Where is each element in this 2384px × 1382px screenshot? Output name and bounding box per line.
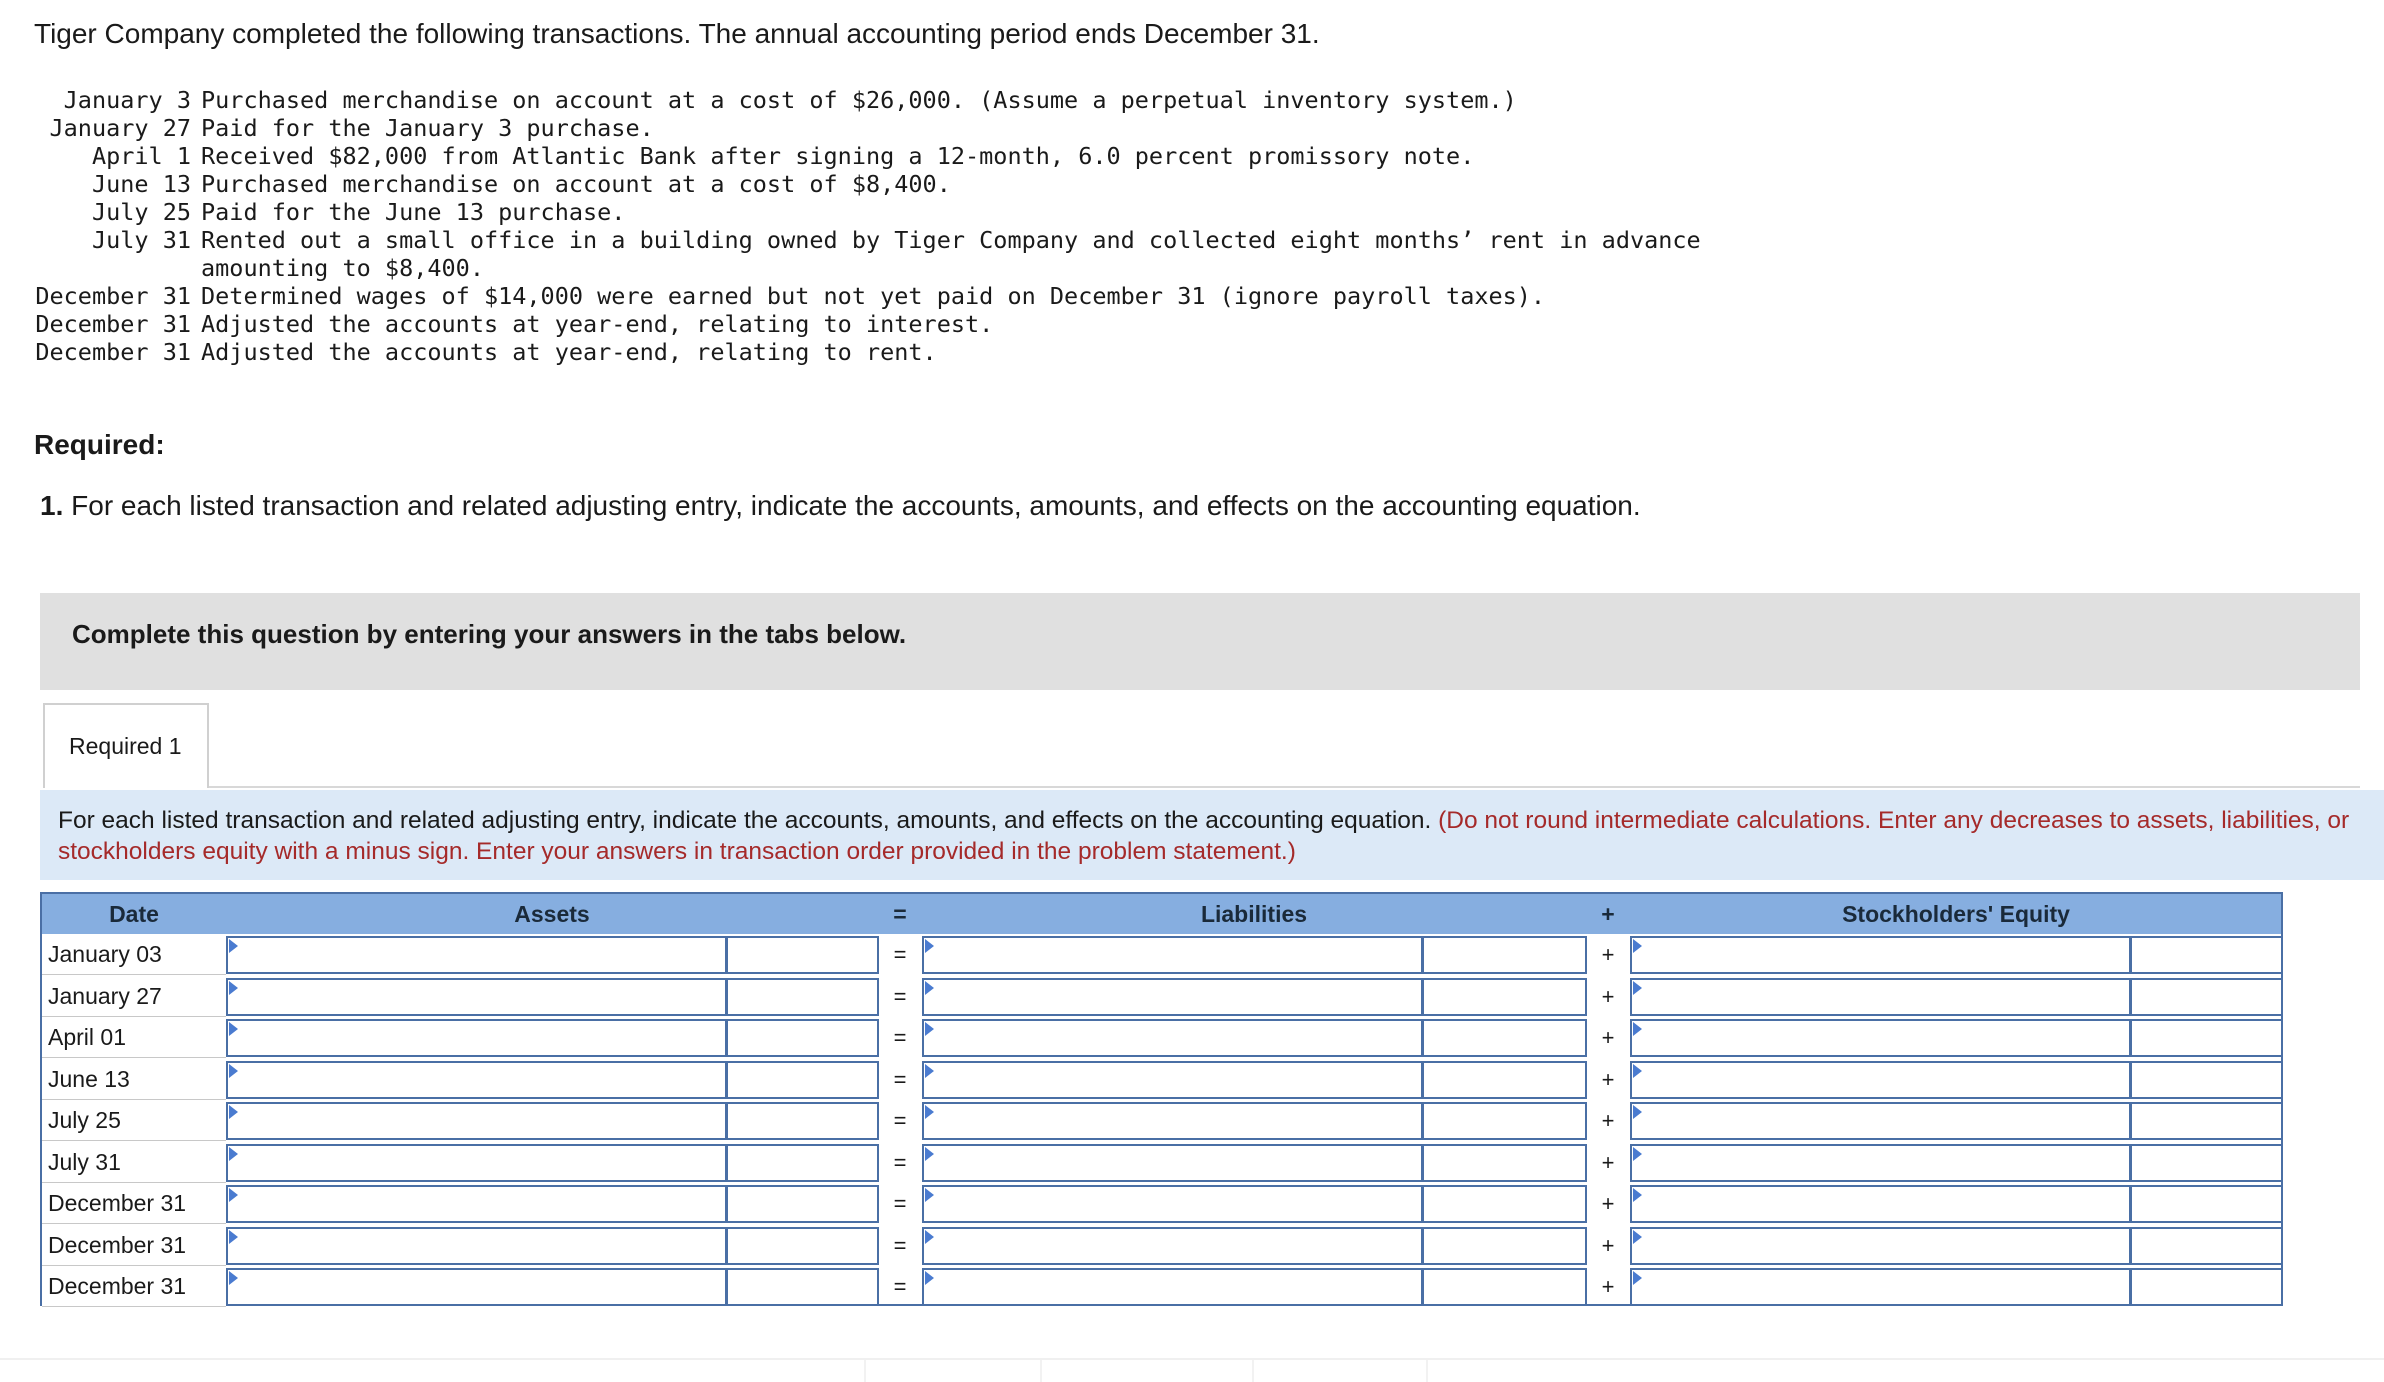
transaction-row	[34, 282, 1701, 310]
dropdown-indicator-icon	[1633, 1022, 1642, 1036]
assets-amount-input[interactable]	[726, 1019, 879, 1057]
liabilities-account-input[interactable]	[922, 978, 1423, 1016]
header-assets: Assets	[514, 901, 590, 927]
equity-amount-input[interactable]	[2130, 1102, 2283, 1140]
dropdown-indicator-icon	[229, 1188, 238, 1202]
transaction-description: Purchased merchandise on account at a cost of $26,000. (Assume a perpetual inventory system.)	[201, 86, 1517, 114]
assets-account-input[interactable]	[226, 1102, 727, 1140]
dropdown-indicator-icon	[925, 939, 934, 953]
dropdown-indicator-icon	[925, 1022, 934, 1036]
dropdown-indicator-icon	[1633, 939, 1642, 953]
equity-amount-input[interactable]	[2130, 1144, 2283, 1182]
dropdown-indicator-icon	[229, 1105, 238, 1119]
assets-account-input[interactable]	[226, 936, 727, 974]
requirement-text: For each listed transaction and related adjusting entry, indicate the accounts, amounts, and effects on the accounting equation.	[71, 490, 1641, 521]
row-date: December 31	[42, 1183, 226, 1224]
dropdown-indicator-icon	[229, 939, 238, 953]
dropdown-indicator-icon	[1633, 981, 1642, 995]
assets-amount-input[interactable]	[726, 1102, 879, 1140]
equity-account-input[interactable]	[1630, 1144, 2131, 1182]
footer-separator	[1426, 1360, 1428, 1382]
footer-separator	[1252, 1360, 1254, 1382]
equity-amount-input[interactable]	[2130, 1227, 2283, 1265]
transaction-row	[34, 142, 1701, 170]
liabilities-amount-input[interactable]	[1422, 978, 1587, 1016]
assets-account-input[interactable]	[226, 1227, 727, 1265]
equals-sign: =	[893, 1191, 907, 1216]
transaction-description: Paid for the January 3 purchase.	[201, 114, 654, 142]
equals-sign: =	[893, 1149, 907, 1175]
transaction-row	[34, 86, 1701, 114]
row-date: January 27	[42, 976, 226, 1017]
liabilities-amount-input[interactable]	[1422, 1144, 1587, 1182]
equity-amount-input[interactable]	[2130, 978, 2283, 1016]
transaction-list	[34, 86, 1701, 366]
tab-required-1[interactable]: Required 1	[43, 703, 209, 788]
dropdown-indicator-icon	[925, 981, 934, 995]
equals-sign: =	[893, 983, 907, 1009]
plus-sign: +	[1601, 1232, 1615, 1258]
plus-sign: +	[1601, 1191, 1615, 1216]
row-date: June 13	[42, 1059, 226, 1100]
liabilities-amount-input[interactable]	[1422, 1102, 1587, 1140]
liabilities-amount-input[interactable]	[1422, 936, 1587, 974]
liabilities-account-input[interactable]	[922, 1144, 1423, 1182]
intro-text: Tiger Company completed the following transactions. The annual accounting period ends December 31.	[34, 18, 1320, 49]
transaction-row	[34, 310, 1701, 338]
plus-sign: +	[1601, 942, 1615, 967]
assets-amount-input[interactable]	[726, 1268, 879, 1306]
assets-account-input[interactable]	[226, 1019, 727, 1057]
transaction-date: December 31	[35, 310, 191, 338]
transaction-description: Determined wages of $14,000 were earned but not yet paid on December 31 (ignore payroll taxes).	[201, 282, 1546, 310]
assets-account-input[interactable]	[226, 1144, 727, 1182]
equals-sign: =	[893, 1232, 907, 1258]
requirement-number: 1.	[40, 490, 64, 521]
liabilities-amount-input[interactable]	[1422, 1019, 1587, 1057]
instructions-main: For each listed transaction and related adjusting entry, indicate the accounts, amounts, and effects on the accounting equation.	[58, 807, 1432, 834]
header-plus: +	[1601, 901, 1615, 927]
equals-sign: =	[893, 1066, 907, 1092]
transaction-date: January 3	[63, 86, 191, 114]
liabilities-account-input[interactable]	[922, 1268, 1423, 1306]
accounting-equation-table	[40, 892, 2283, 1306]
liabilities-account-input[interactable]	[922, 1185, 1423, 1223]
assets-amount-input[interactable]	[726, 936, 879, 974]
footer-separator	[1040, 1360, 1042, 1382]
equity-account-input[interactable]	[1630, 1227, 2131, 1265]
requirement-1	[40, 490, 1641, 522]
liabilities-account-input[interactable]	[922, 1061, 1423, 1099]
dropdown-indicator-icon	[229, 1022, 238, 1036]
transaction-date: January 27	[49, 114, 191, 142]
equity-amount-input[interactable]	[2130, 1268, 2283, 1306]
transaction-date	[34, 254, 191, 282]
footer-separator	[864, 1360, 866, 1382]
row-date: December 31	[42, 1266, 226, 1307]
transaction-description: Rented out a small office in a building owned by Tiger Company and collected eight months’ rent in advance	[201, 226, 1701, 254]
transaction-description: amounting to $8,400.	[201, 254, 484, 282]
dropdown-indicator-icon	[229, 1271, 238, 1285]
row-date: July 31	[42, 1142, 226, 1183]
liabilities-account-input[interactable]	[922, 1227, 1423, 1265]
header-liabilities: Liabilities	[1200, 901, 1308, 927]
dropdown-indicator-icon	[229, 1230, 238, 1244]
row-date: July 25	[42, 1100, 226, 1141]
equity-account-input[interactable]	[1630, 1185, 2131, 1223]
tab-divider	[209, 786, 2360, 788]
equals-sign: =	[893, 942, 907, 967]
dropdown-indicator-icon	[925, 1105, 934, 1119]
dropdown-indicator-icon	[925, 1147, 934, 1161]
equity-account-input[interactable]	[1630, 1268, 2131, 1306]
transaction-date: June 13	[91, 170, 191, 198]
plus-sign: +	[1601, 1274, 1615, 1299]
dropdown-indicator-icon	[925, 1271, 934, 1285]
equity-amount-input[interactable]	[2130, 1019, 2283, 1057]
transaction-description: Purchased merchandise on account at a cost of $8,400.	[201, 170, 951, 198]
assets-account-input[interactable]	[226, 1268, 727, 1306]
tabs-banner: Complete this question by entering your answers in the tabs below.	[40, 593, 2360, 690]
equity-account-input[interactable]	[1630, 1102, 2131, 1140]
transaction-description: Adjusted the accounts at year-end, relating to interest.	[201, 310, 994, 338]
liabilities-amount-input[interactable]	[1422, 1268, 1587, 1306]
equity-amount-input[interactable]	[2130, 1061, 2283, 1099]
assets-amount-input[interactable]	[726, 1227, 879, 1265]
assets-amount-input[interactable]	[726, 978, 879, 1016]
dropdown-indicator-icon	[229, 981, 238, 995]
liabilities-amount-input[interactable]	[1422, 1185, 1587, 1223]
assets-account-input[interactable]	[226, 1061, 727, 1099]
transaction-row	[34, 198, 1701, 226]
transaction-date: April 1	[91, 142, 191, 170]
instructions	[40, 790, 2384, 880]
transaction-row	[34, 170, 1701, 198]
dropdown-indicator-icon	[925, 1230, 934, 1244]
plus-sign: +	[1601, 1025, 1615, 1050]
transaction-description: Paid for the June 13 purchase.	[201, 198, 626, 226]
assets-account-input[interactable]	[226, 978, 727, 1016]
equals-sign: =	[893, 1108, 907, 1133]
equity-account-input[interactable]	[1630, 978, 2131, 1016]
equity-amount-input[interactable]	[2130, 1185, 2283, 1223]
assets-account-input[interactable]	[226, 1185, 727, 1223]
transaction-date: December 31	[35, 338, 191, 366]
equity-amount-input[interactable]	[2130, 936, 2283, 974]
plus-sign: +	[1601, 1066, 1615, 1092]
liabilities-amount-input[interactable]	[1422, 1061, 1587, 1099]
equity-account-input[interactable]	[1630, 936, 2131, 974]
dropdown-indicator-icon	[1633, 1064, 1642, 1078]
header-equity: Stockholders' Equity	[1842, 901, 2070, 927]
dropdown-indicator-icon	[229, 1064, 238, 1078]
transaction-description: Adjusted the accounts at year-end, relating to rent.	[201, 338, 937, 366]
transaction-row	[34, 338, 1701, 366]
dropdown-indicator-icon	[229, 1147, 238, 1161]
plus-sign: +	[1601, 983, 1615, 1009]
dropdown-indicator-icon	[1633, 1188, 1642, 1202]
plus-sign: +	[1601, 1149, 1615, 1175]
dropdown-indicator-icon	[925, 1064, 934, 1078]
required-heading: Required:	[34, 429, 165, 460]
liabilities-account-input[interactable]	[922, 936, 1423, 974]
transaction-description: Received $82,000 from Atlantic Bank after signing a 12-month, 6.0 percent promissory note.	[201, 142, 1475, 170]
liabilities-account-input[interactable]	[922, 1102, 1423, 1140]
assets-amount-input[interactable]	[726, 1185, 879, 1223]
equity-account-input[interactable]	[1630, 1061, 2131, 1099]
footer-divider	[0, 1358, 2384, 1360]
equity-account-input[interactable]	[1630, 1019, 2131, 1057]
dropdown-indicator-icon	[1633, 1147, 1642, 1161]
transaction-date: July 31	[91, 226, 191, 254]
transaction-date: December 31	[35, 282, 191, 310]
liabilities-account-input[interactable]	[922, 1019, 1423, 1057]
row-date: December 31	[42, 1225, 226, 1266]
dropdown-indicator-icon	[1633, 1105, 1642, 1119]
header-equals: =	[893, 901, 907, 927]
header-date: Date	[109, 901, 159, 927]
dropdown-indicator-icon	[925, 1188, 934, 1202]
plus-sign: +	[1601, 1108, 1615, 1133]
transaction-row	[34, 226, 1701, 254]
transaction-row	[34, 254, 1701, 282]
dropdown-indicator-icon	[1633, 1230, 1642, 1244]
row-date: April 01	[42, 1017, 226, 1058]
equals-sign: =	[893, 1274, 907, 1299]
transaction-row	[34, 114, 1701, 142]
assets-amount-input[interactable]	[726, 1061, 879, 1099]
row-date: January 03	[42, 934, 226, 975]
table-header	[42, 894, 2281, 934]
equals-sign: =	[893, 1025, 907, 1050]
transaction-date: July 25	[91, 198, 191, 226]
liabilities-amount-input[interactable]	[1422, 1227, 1587, 1265]
assets-amount-input[interactable]	[726, 1144, 879, 1182]
instructions-note: (Do not round intermediate calculations. Enter any decreases to assets, liabilities, or stockholders equity with a minus sign. Enter your answers in transaction order provided in the problem statement.)	[58, 807, 2350, 865]
dropdown-indicator-icon	[1633, 1271, 1642, 1285]
